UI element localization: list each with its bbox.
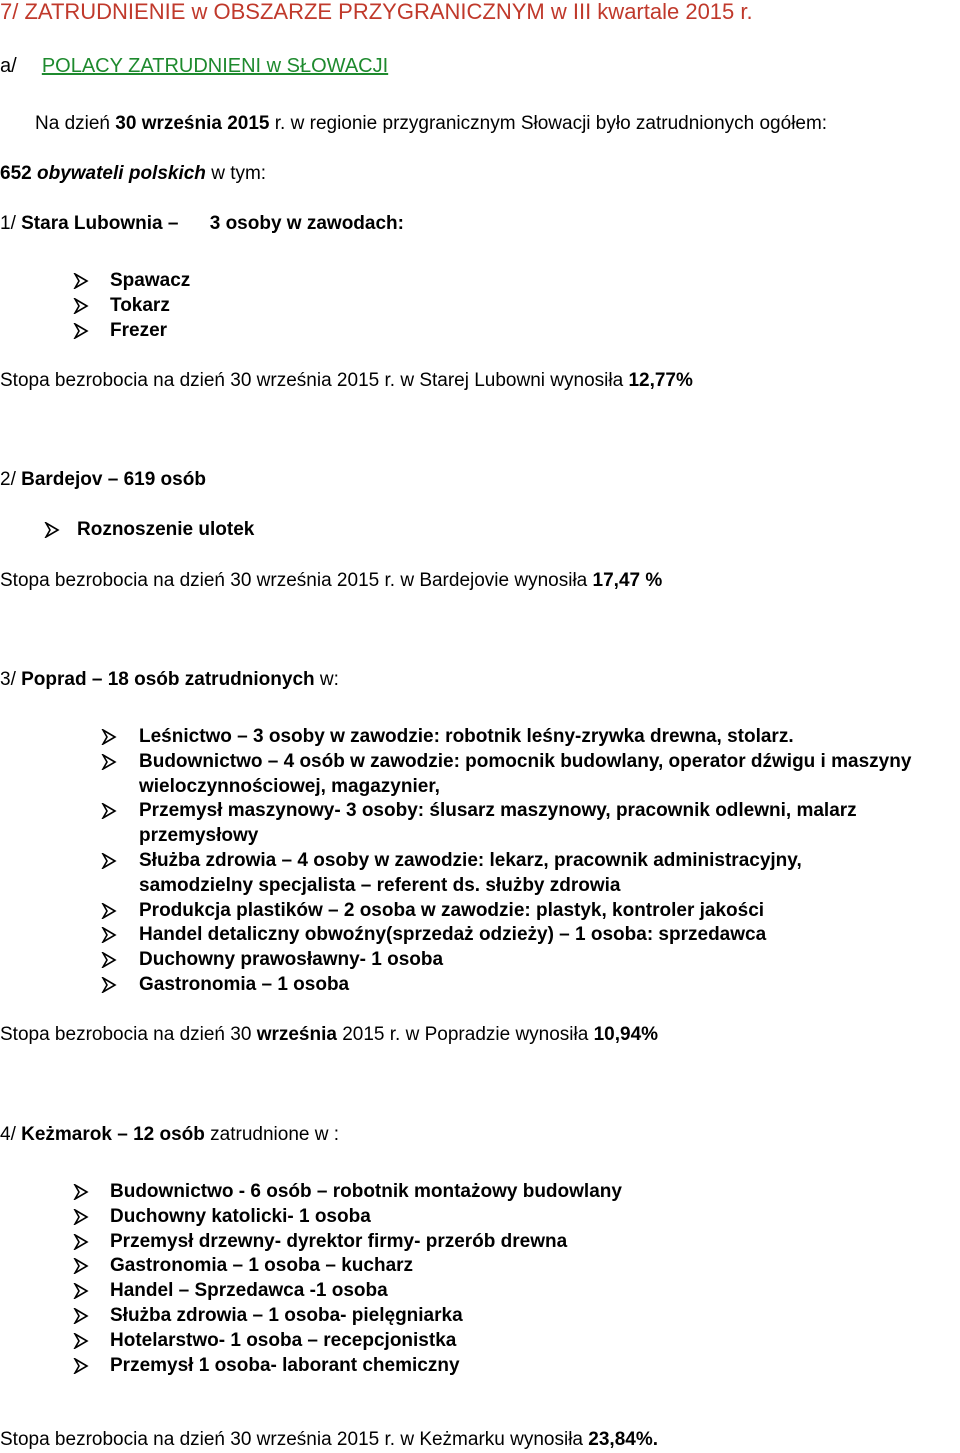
list-item	[0, 1205, 622, 1230]
list-item	[0, 1254, 622, 1279]
arrowhead-bullet-icon	[101, 952, 117, 968]
arrowhead-bullet-icon	[73, 1358, 89, 1374]
arrowhead-bullet-icon	[101, 853, 117, 869]
region-3-dash: –	[86, 669, 108, 690]
list-item	[0, 948, 960, 973]
arrowhead-bullet-icon	[73, 1308, 89, 1324]
list-item-text: Handel – Sprzedawca -1 osoba	[110, 1280, 388, 1302]
arrowhead-bullet-icon	[73, 1184, 89, 1200]
region-2-prefix: 2/	[0, 469, 22, 490]
region-4-name: Keżmarok	[21, 1124, 112, 1145]
page-heading	[0, 0, 753, 24]
region-2-count: 619 osób	[123, 469, 206, 490]
region-1-dash: –	[162, 213, 184, 234]
subheading	[0, 54, 388, 78]
region-1-count: 3 osoby w zawodach:	[209, 213, 404, 234]
list-item	[0, 725, 960, 750]
region-2-name: Bardejov	[21, 469, 103, 490]
region-2-rate	[0, 569, 662, 593]
list-item-text: Hotelarstwo- 1 osoba – recepcjonistka	[110, 1329, 457, 1351]
list-item	[0, 1304, 622, 1329]
region-3-count-suffix: w:	[314, 669, 339, 690]
arrowhead-bullet-icon	[73, 298, 89, 314]
arrowhead-bullet-icon	[73, 1333, 89, 1349]
list-item	[0, 923, 960, 948]
region-3-prefix: 3/	[0, 669, 22, 690]
list-item-text: Leśnictwo – 3 osoby w zawodzie: robotnik leśny-zrywka drewna, stolarz.	[139, 726, 794, 747]
arrowhead-bullet-icon	[101, 977, 117, 993]
list-item	[0, 269, 190, 294]
arrowhead-bullet-icon	[101, 754, 117, 770]
list-item	[0, 799, 960, 849]
arrowhead-bullet-icon	[101, 903, 117, 919]
list-item-text: Gastronomia – 1 osoba	[139, 973, 350, 995]
rate-value: 17,47 %	[592, 570, 663, 591]
list-item	[0, 1354, 622, 1379]
region-1-prefix: 1/	[0, 213, 22, 234]
list-item-text: Budownictwo – 4 osób w zawodzie: pomocnik budowlany, operator dźwigu i maszyny wieloczynnościowej, magazynier,	[139, 750, 912, 797]
region-2-dash: –	[102, 469, 124, 490]
region-4-count-suffix: zatrudnione w :	[204, 1124, 340, 1145]
intro-date: 30 września 2015	[115, 113, 270, 134]
region-4-dash: –	[111, 1124, 134, 1145]
list-item-text: Roznoszenie ulotek	[77, 519, 255, 540]
region-1-list	[0, 269, 190, 343]
list-item-text: Spawacz	[110, 270, 191, 291]
list-item-text: Handel detaliczny obwoźny(sprzedaż odzieży) – 1 osoba: sprzedawca	[139, 924, 767, 946]
arrowhead-bullet-icon	[101, 927, 117, 943]
list-item	[0, 319, 190, 344]
rate-text: Stopa bezrobocia na dzień 30 września 2015 r. w Bardejovie wynosiła	[0, 570, 593, 591]
arrowhead-bullet-icon	[73, 1209, 89, 1225]
rate-value: 10,94%	[593, 1024, 659, 1045]
region-4-list	[0, 1180, 622, 1378]
arrowhead-bullet-icon	[73, 1283, 89, 1299]
region-2-title	[0, 468, 206, 492]
region-4-rate	[0, 1428, 658, 1452]
region-1-rate	[0, 369, 693, 393]
intro-part2: r. w regionie przygranicznym Słowacji było zatrudnionych ogółem:	[269, 113, 828, 134]
arrowhead-bullet-icon	[73, 1258, 89, 1274]
region-1-name: Stara Lubownia	[21, 213, 163, 234]
region-3-name: Poprad	[21, 669, 87, 690]
total-suffix: w tym:	[205, 163, 267, 184]
intro-line	[35, 112, 827, 136]
intro-part1: Na dzień	[35, 113, 116, 134]
region-3-title	[0, 668, 339, 692]
list-item	[0, 750, 929, 800]
list-item-text: Frezer	[110, 319, 168, 341]
list-item-text: Budownictwo - 6 osób – robotnik montażowy budowlany	[110, 1181, 622, 1202]
arrowhead-bullet-icon	[73, 1234, 89, 1250]
arrowhead-bullet-icon	[73, 323, 89, 339]
list-item-text: Przemysł drzewny- dyrektor firmy- przerób drewna	[110, 1230, 568, 1252]
rate-text: Stopa bezrobocia na dzień 30 września 2015 r. w Keżmarku wynosiła	[0, 1429, 589, 1450]
list-item-text: Służba zdrowia – 1 osoba- pielęgniarka	[110, 1304, 463, 1326]
region-3-list	[0, 725, 960, 998]
list-item-text: Przemysł 1 osoba- laborant chemiczny	[110, 1354, 460, 1376]
total-count: 652	[0, 163, 32, 184]
region-1-title	[0, 212, 404, 236]
list-item-text: Służba zdrowia – 4 osoby w zawodzie: lekarz, pracownik administracyjny, samodzielny specjalista – referent ds. służby zdrowia	[139, 849, 802, 896]
list-item	[0, 294, 190, 319]
subheading-text: POLACY ZATRUDNIENI w SŁOWACJI	[41, 55, 389, 77]
rate-text-2: 2015 r. w Popradzie wynosiła	[336, 1024, 594, 1045]
list-item-text: Tokarz	[110, 294, 170, 316]
list-item-text: Przemysł maszynowy- 3 osoby: ślusarz maszynowy, pracownik odlewni, malarz przemysłowy	[139, 800, 857, 847]
arrowhead-bullet-icon	[44, 522, 60, 538]
rate-month: września	[256, 1024, 337, 1045]
list-item-text: Produkcja plastików – 2 osoba w zawodzie: plastyk, kontroler jakości	[139, 899, 765, 921]
arrowhead-bullet-icon	[101, 729, 117, 745]
rate-text: Stopa bezrobocia na dzień 30 września 2015 r. w Starej Lubowni wynosiła	[0, 370, 629, 391]
total-label: obywateli polskich	[36, 163, 206, 184]
heading-text: 7/ ZATRUDNIENIE w OBSZARZE PRZYGRANICZNYM w III kwartale 2015 r.	[0, 0, 753, 24]
region-4-title	[0, 1123, 339, 1147]
region-3-rate	[0, 1023, 658, 1047]
arrowhead-bullet-icon	[101, 803, 117, 819]
list-item-text: Duchowny katolicki- 1 osoba	[110, 1205, 371, 1227]
rate-text: Stopa bezrobocia na dzień 30	[0, 1024, 257, 1045]
region-4-count: 12 osób	[133, 1124, 205, 1145]
region-2-list	[0, 518, 254, 543]
total-line	[0, 162, 266, 186]
list-item	[0, 1230, 622, 1255]
list-item-text: Gastronomia – 1 osoba – kucharz	[110, 1255, 414, 1277]
list-item	[0, 1180, 622, 1205]
list-item-text: Duchowny prawosławny- 1 osoba	[139, 949, 444, 971]
rate-value: 12,77%	[628, 370, 693, 391]
list-item	[0, 1329, 622, 1354]
list-item	[0, 849, 909, 899]
list-item	[0, 973, 960, 998]
list-item	[0, 899, 960, 924]
subheading-prefix: a/	[0, 55, 17, 77]
list-item	[0, 1279, 622, 1304]
arrowhead-bullet-icon	[73, 273, 89, 289]
list-item	[0, 518, 254, 543]
region-4-prefix: 4/	[0, 1124, 22, 1145]
region-3-count: 18 osób zatrudnionych	[107, 669, 315, 690]
rate-value: 23,84%.	[588, 1429, 659, 1450]
